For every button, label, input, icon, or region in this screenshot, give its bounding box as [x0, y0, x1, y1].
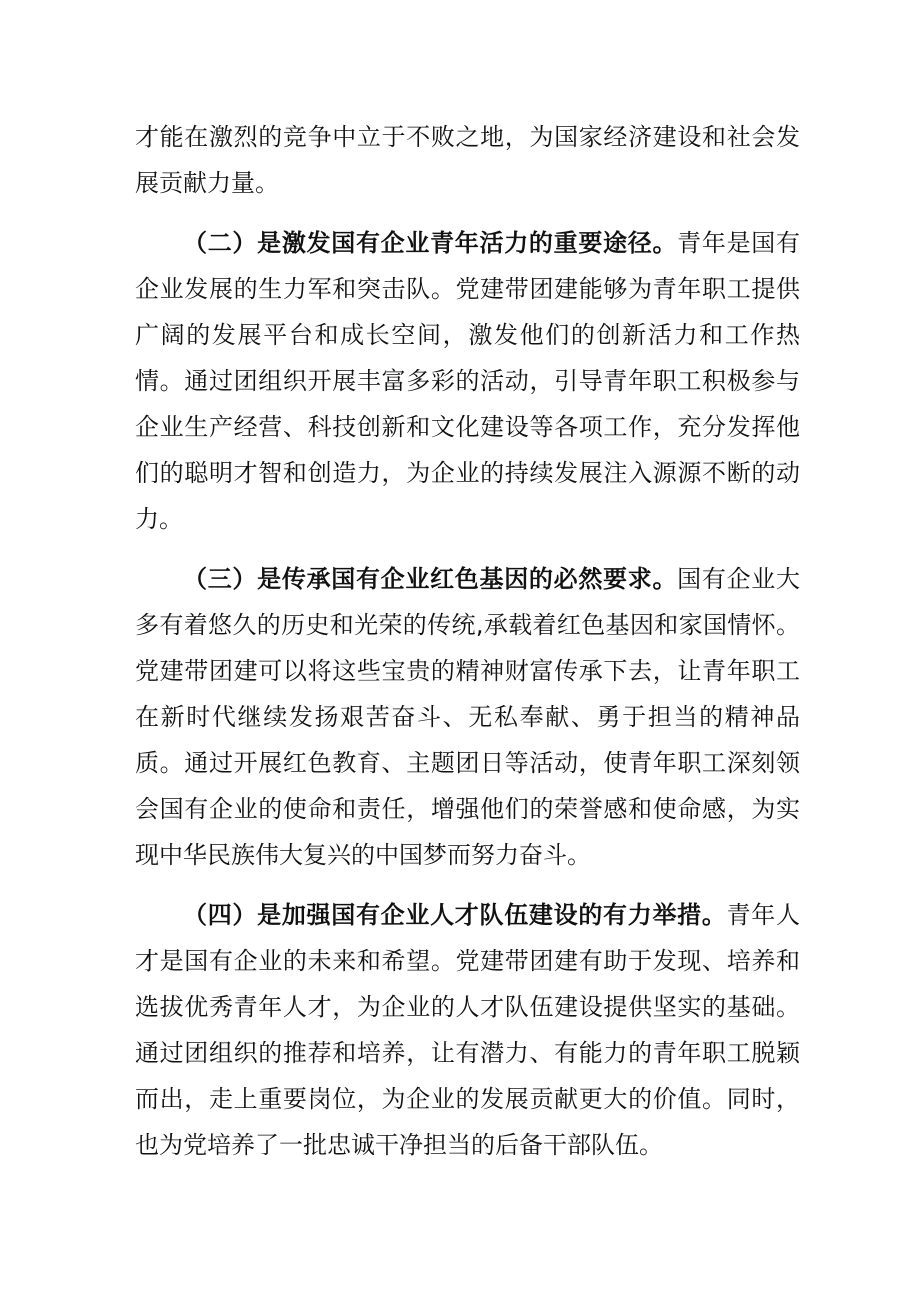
section-heading: （四）是加强国有企业人才队伍建设的有力举措。 [183, 901, 727, 929]
section-heading: （三）是传承国有企业红色基因的必然要求。 [183, 565, 678, 593]
paragraph-body: 青年是国有企业发展的生力军和突击队。党建带团建能够为青年职工提供广阔的发展平台和成长空间，激发他们的创新活力和工作热情。通过团组织开展丰富多彩的活动，引导青年职工积极参与企业生产经营、科技创新和文化建设等各项工作，充分发挥他们的聪明才智和创造力，为企业的持续发展注入源源不断的动力。 [135, 229, 801, 533]
paragraph-body: 才能在激烈的竞争中立于不败之地，为国家经济建设和社会发展贡献力量。 [135, 123, 800, 197]
document-body [135, 114, 800, 1182]
paragraph-continuation [135, 114, 800, 206]
section-heading: （二）是激发国有企业青年活力的重要途径。 [183, 229, 678, 257]
paragraph-section-3 [135, 556, 800, 878]
paragraph-section-4 [135, 892, 800, 1168]
paragraph-body: 青年人才是国有企业的未来和希望。党建带团建有助于发现、培养和选拔优秀青年人才，为企业的人才队伍建设提供坚实的基础。通过团组织的推荐和培养，让有潜力、有能力的青年职工脱颖而出，走上重要岗位，为企业的发展贡献更大的价值。同时，也为党培养了一批忠诚干净担当的后备干部队伍。 [135, 901, 801, 1159]
paragraph-section-2 [135, 220, 800, 542]
paragraph-body: 国有企业大多有着悠久的历史和光荣的传统,承载着红色基因和家国情怀。党建带团建可以将这些宝贵的精神财富传承下去，让青年职工在新时代继续发扬艰苦奋斗、无私奉献、勇于担当的精神品质。通过开展红色教育、主题团日等活动，使青年职工深刻领会国有企业的使命和责任，增强他们的荣誉感和使命感，为实现中华民族伟大复兴的中国梦而努力奋斗。 [135, 565, 801, 869]
